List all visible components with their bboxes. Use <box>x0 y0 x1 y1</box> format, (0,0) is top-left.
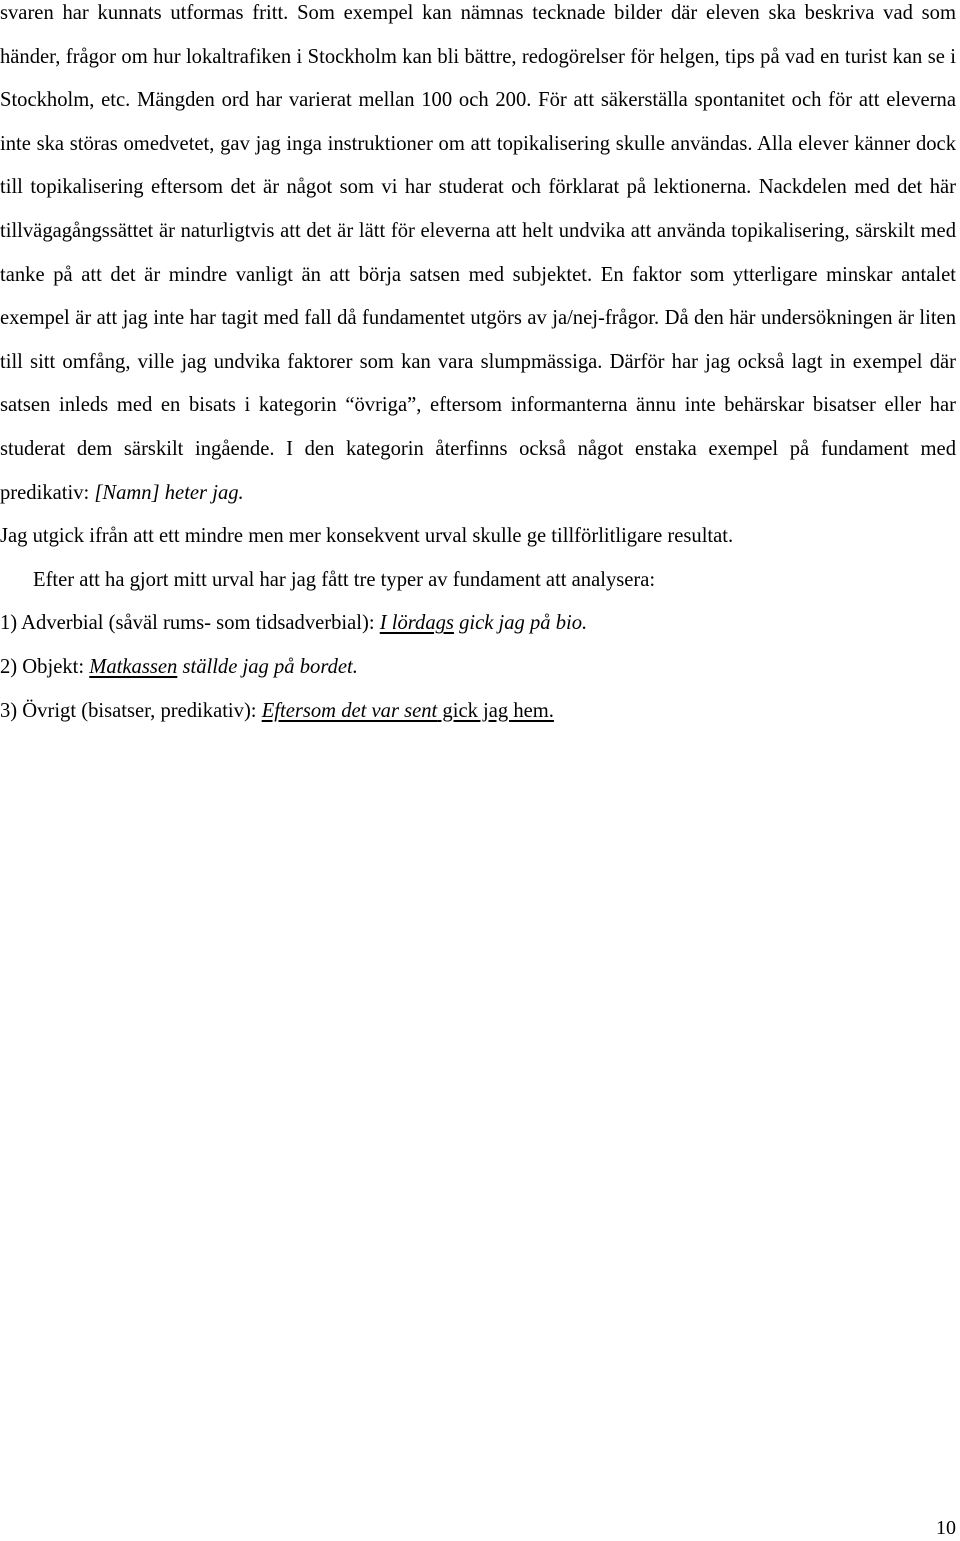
paragraph-selection: Jag utgick ifrån att ett mindre men mer konsekvent urval skulle ge tillförlitligare resultat. <box>0 525 734 548</box>
paragraph-method-text: svaren har kunnats utformas fritt. Som exempel kan nämnas tecknade bilder där eleven ska beskriva vad som händer, frågor om hur lokaltrafiken i Stockholm kan bli bättre, redogörelser för helgen, tips på vad en turist kan se i Stockholm, etc. Mängden ord har varierat mellan 100 och 200. För att säkerställa spontanitet och för att eleverna inte ska störas omedvetet, gav jag inga instruktioner om att topikalisering skulle användas. Alla elever känner dock till topikalisering eftersom det är något som vi har studerat och förklarat på lektionerna. Nackdelen med det här tillvägagångssättet är naturligtvis att det är lätt för eleverna att helt undvika att använda topikalisering, särskilt med tanke på att det är mindre vanligt än att börja satsen med subjektet. En faktor som ytterligare minskar antalet exempel är att jag inte har tagit med fall då fundamentet utgörs av ja/nej-frågor. Då den här undersökningen är liten till sitt omfång, ville jag undvika faktorer som kan vara slumpmässiga. Därför har jag också lagt in exempel där satsen inleds med en bisats i kategorin “övriga”, eftersom informanterna ännu inte behärskar bisatser eller har studerat dem särskilt ingående. I den kategorin återfinns också något enstaka exempel på fundament med predikativ: <box>0 2 956 504</box>
list-item-other <box>0 690 956 734</box>
body-text <box>0 0 956 733</box>
page-number: 10 <box>936 1517 956 1539</box>
example-rest: ställde jag på bordet. <box>177 655 358 678</box>
fundament-example: I lördags <box>379 612 454 635</box>
list-item-label: 2) Objekt: <box>0 655 90 678</box>
list-item-object <box>0 646 956 690</box>
example-rest: gick jag på bio. <box>453 612 588 635</box>
paragraph-types-intro: Efter att ha gjort mitt urval har jag fått tre typer av fundament att analysera: <box>33 568 656 591</box>
list-item-label: 1) Adverbial (såväl rums- som tidsadverbial): <box>0 612 380 635</box>
list-item-label: 3) Övrigt (bisatser, predikativ): <box>0 699 262 722</box>
list-item-adverbial <box>0 602 956 646</box>
example-rest: gick jag hem. <box>437 699 554 722</box>
paragraph-method <box>0 0 956 515</box>
predicative-example: [Namn] heter jag. <box>94 481 244 504</box>
fundament-example: Matkassen <box>89 655 178 678</box>
fundament-example: Eftersom det var sent <box>261 699 438 722</box>
